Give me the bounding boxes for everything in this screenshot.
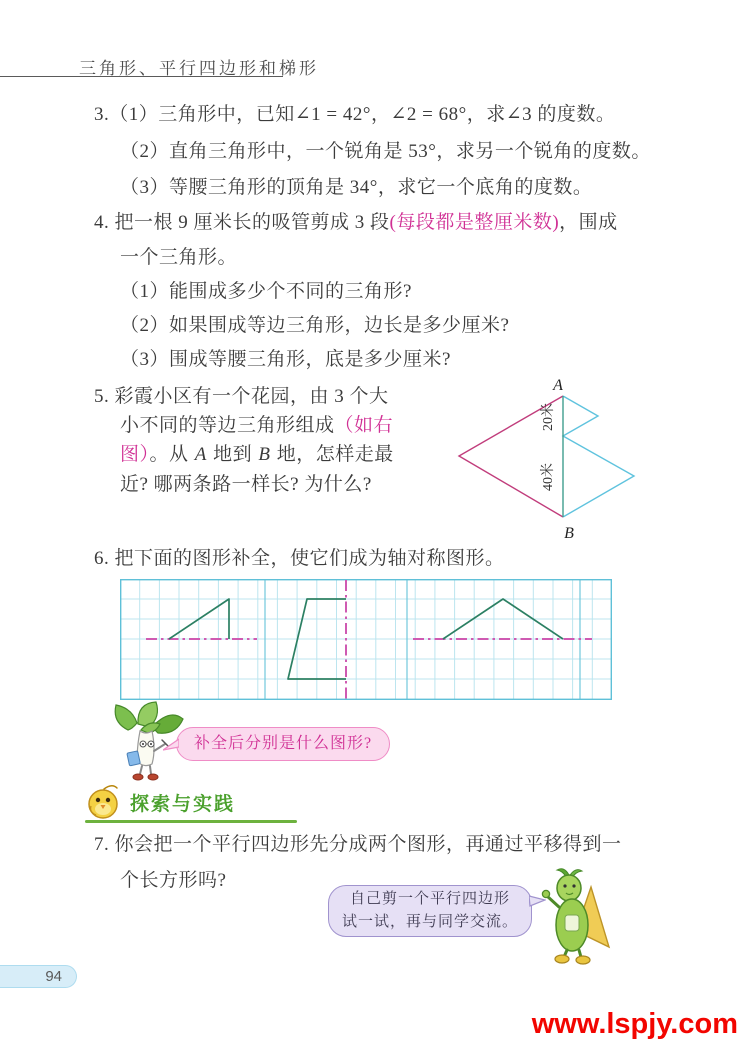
section-title-explore-practice: 探索与实践 — [130, 794, 236, 815]
bean-bib — [565, 915, 579, 931]
question-3-part-1: 3.（1）三角形中，已知∠1 = 42°，∠2 = 68°，求∠3 的度数。 — [94, 104, 616, 125]
q5-text: 小不同的等边三角形组成 — [120, 415, 335, 436]
question-5-line-1: 5. 彩霞小区有一个花园，由 3 个大 — [94, 386, 389, 407]
cabbage-shoes — [133, 774, 158, 780]
bean-head — [557, 869, 582, 901]
cabbage-leaves — [115, 702, 183, 733]
cabbage-legs — [140, 766, 151, 774]
question-4-part-2: （2）如果围成等边三角形，边长是多少厘米? — [120, 315, 510, 336]
question-4-part-3: （3）围成等腰三角形，底是多少厘米? — [120, 349, 451, 370]
point-b-reference: B — [258, 444, 271, 465]
header-rule — [0, 76, 283, 77]
bean-arm-thumbs-up — [542, 890, 559, 907]
bean-shoes — [555, 955, 590, 964]
q5-note-highlight-1: （如右 — [334, 415, 394, 436]
chapter-header: 三角形、平行四边形和梯形 — [79, 59, 319, 78]
garden-triangles-figure — [445, 377, 660, 542]
question-7-line-1: 7. 你会把一个平行四边形先分成两个图形，再通过平移得到一 — [94, 834, 622, 855]
owl-section-icon — [86, 782, 122, 822]
question-5-line-2 — [120, 414, 393, 438]
q5-note-highlight-2: 图） — [120, 444, 150, 465]
question-4-intro-line-1 — [94, 211, 618, 235]
question-5-line-4: 近? 哪两条路一样长? 为什么? — [120, 474, 372, 495]
small-equilateral-triangles — [563, 396, 634, 517]
dimension-40m-label: 40米 — [541, 463, 556, 491]
page-number: 94 — [45, 968, 62, 985]
question-6: 6. 把下面的图形补全，使它们成为轴对称图形。 — [94, 548, 505, 569]
pink-bubble-tail — [163, 737, 179, 753]
page-number-tab — [0, 965, 77, 988]
question-4-intro-line-2: 一个三角形。 — [120, 247, 238, 268]
purple-bubble-line-2: 试一试，再与同学交流。 — [341, 914, 518, 930]
symmetry-grid-figure — [120, 579, 612, 700]
question-4-part-1: （1）能围成多少个不同的三角形? — [120, 281, 412, 302]
purple-speech-bubble — [328, 885, 532, 937]
bean-mascot-illustration — [536, 867, 628, 965]
dimension-20m-label: 20米 — [541, 403, 556, 431]
q4-text-tail: ，围成 — [559, 212, 618, 233]
pink-speech-bubble — [176, 727, 390, 761]
question-7-line-2: 个长方形吗? — [120, 870, 227, 891]
purple-bubble-line-1: 自己剪一个平行四边形 — [349, 891, 510, 907]
pink-bubble-text: 补全后分别是什么图形? — [193, 735, 373, 752]
point-a-reference: A — [194, 444, 207, 465]
question-3-part-2: （2）直角三角形中，一个锐角是 53°，求另一个锐角的度数。 — [120, 141, 651, 162]
watermark-text: www.lspjy.com — [531, 1008, 738, 1040]
point-b-label: B — [564, 525, 574, 542]
question-5-line-3: 图）。从 A 地到 B 地，怎样走最 — [120, 444, 394, 465]
question-3-part-3: （3）等腰三角形的顶角是 34°，求它一个底角的度数。 — [120, 177, 593, 198]
q4-note-highlight: (每段都是整厘米数) — [389, 212, 560, 233]
section-underline — [85, 820, 297, 823]
cabbage-book — [127, 751, 140, 766]
q4-text: 4. 把一根 9 厘米长的吸管剪成 3 段 — [94, 212, 390, 233]
point-a-label: A — [553, 377, 563, 394]
